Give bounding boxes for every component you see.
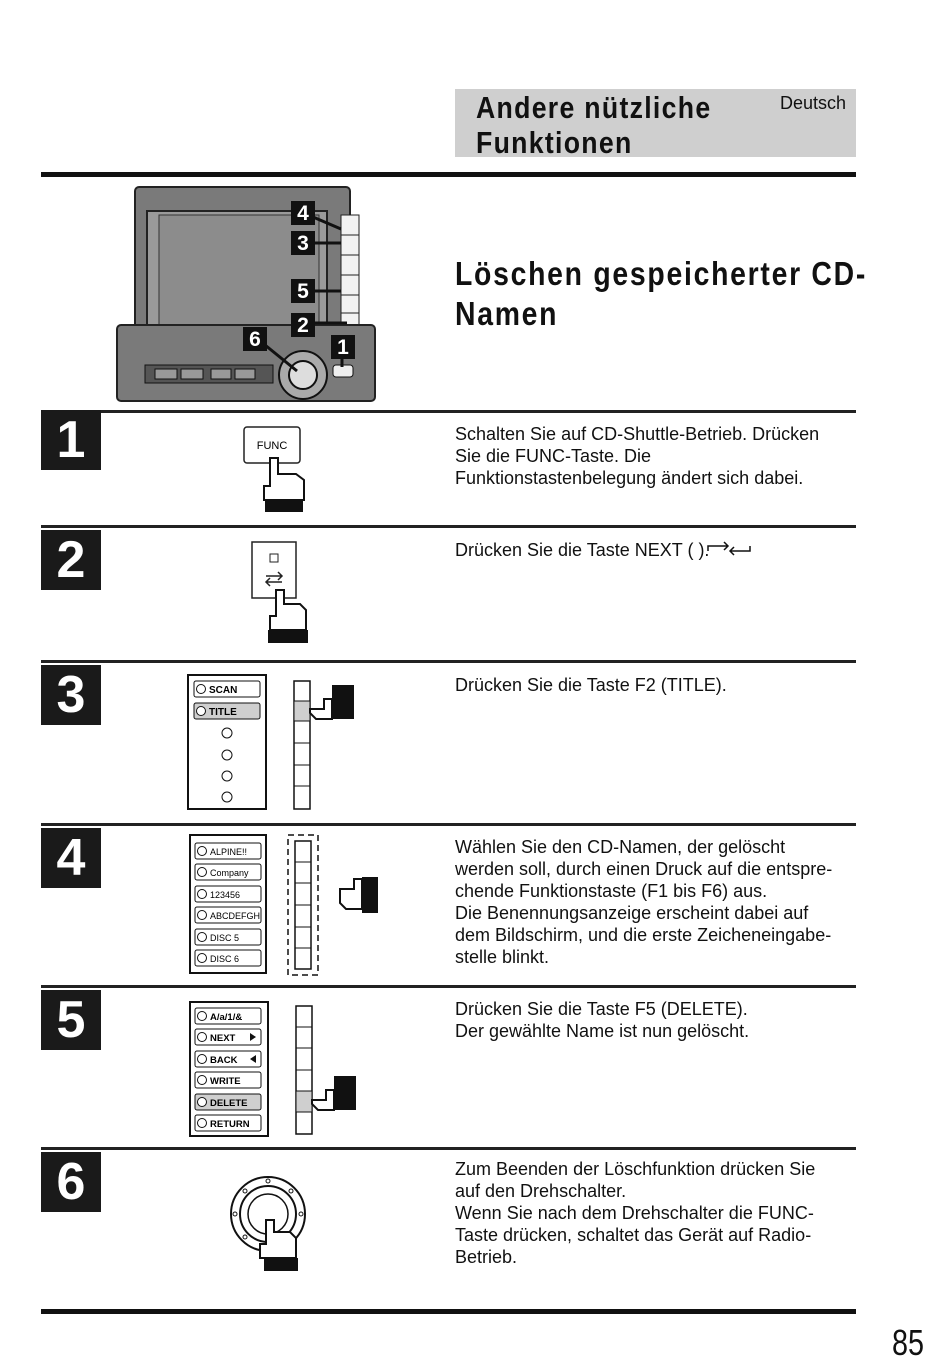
step-divider-2 (41, 525, 856, 528)
menu4-item-6: DISC 6 (210, 954, 240, 964)
step-number-4: 4 (41, 828, 101, 888)
menu3-title: TITLE (209, 707, 237, 718)
menu4-item-2: Company (210, 868, 249, 878)
callout-6: 6 (249, 328, 261, 351)
menu5-item-5: DELETE (210, 1098, 248, 1109)
step-text-2: Drücken Sie die Taste NEXT ( ). (455, 540, 710, 560)
callout-3: 3 (297, 232, 309, 255)
menu-names-illustration (188, 833, 383, 978)
step-divider-1 (41, 410, 856, 413)
step-number-3: 3 (41, 665, 101, 725)
step-divider-3 (41, 660, 856, 663)
callout-4: 4 (297, 202, 309, 225)
page-number: 85 (892, 1322, 925, 1363)
menu5-item-2: NEXT (210, 1033, 236, 1044)
step-number-1: 1 (41, 410, 101, 470)
menu4-item-4: ABCDEFGH (210, 911, 261, 921)
menu4-item-3: 123456 (210, 890, 241, 900)
bottom-rule (41, 1309, 856, 1314)
step-number-5: 5 (41, 990, 101, 1050)
menu-title-illustration (186, 673, 361, 813)
step-text-1: Schalten Sie auf CD-Shuttle-Betrieb. Drücken Sie die FUNC-Taste. Die Funktionstastenbelegung ändert sich dabei. (455, 424, 820, 488)
menu4-item-1: ALPINE!! (210, 847, 248, 857)
step-divider-4 (41, 823, 856, 826)
rotary-knob-illustration (228, 1162, 313, 1274)
step-text-5: Drücken Sie die Taste F5 (DELETE). Der gewählte Name ist nun gelöscht. (455, 999, 750, 1041)
func-button-illustration (240, 424, 320, 516)
step-divider-5 (41, 985, 856, 988)
page-title: Andere nützliche Funktionen (476, 90, 712, 160)
step-text-6: Zum Beenden der Löschfunktion drücken Sie auf den Drehschalter. Wenn Sie nach dem Drehschalter die FUNC- Taste drücken, schaltet das Gerät auf Radio- Betrieb. (455, 1159, 816, 1267)
menu5-item-4: WRITE (210, 1076, 241, 1087)
callout-2: 2 (297, 314, 309, 337)
menu3-scan: SCAN (209, 685, 238, 696)
device-illustration (115, 185, 380, 405)
menu5-item-1: A/a/1/& (210, 1012, 243, 1023)
callout-1: 1 (337, 336, 349, 359)
func-button-label: FUNC (256, 440, 288, 452)
menu-delete-illustration (188, 1000, 363, 1140)
section-title: Löschen gespeicherter CD-Namen (455, 255, 868, 332)
step-text-4: Wählen Sie den CD-Namen, der gelöscht werden soll, durch einen Druck auf die entspre- chende Funktionstaste (F1 bis F6) aus. Die Benennungsanzeige erscheint dabei auf dem Bildschirm, und die erste Zeicheneingabe- stelle blinkt. (455, 837, 833, 967)
step-text-3: Drücken Sie die Taste F2 (TITLE). (455, 675, 727, 695)
menu4-item-5: DISC 5 (210, 933, 240, 943)
language-label: Deutsch (780, 93, 847, 113)
step-number-2: 2 (41, 530, 101, 590)
top-rule (41, 172, 856, 177)
callout-5: 5 (297, 280, 309, 303)
step-number-6: 6 (41, 1152, 101, 1212)
menu5-item-3: BACK (210, 1055, 238, 1066)
step-divider-6 (41, 1147, 856, 1150)
next-button-illustration (248, 538, 313, 648)
menu5-item-6: RETURN (210, 1119, 250, 1130)
